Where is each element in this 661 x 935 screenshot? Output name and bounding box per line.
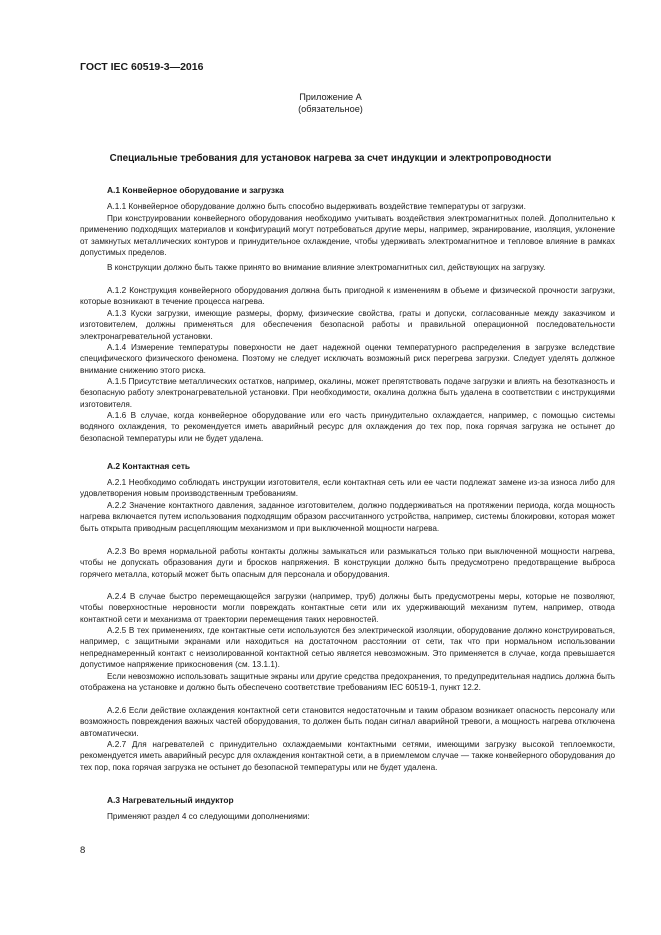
paragraph: А.2.5 В тех применениях, где контактные сети используются без электрической изоляции, оборудование должно конструироваться, например, с защитными экранами или находиться на достаточном расстоянии от сети, так что при нормальном использовании непреднамеренный контакт с неизолированной контактной сетью является невозможным. Это применяется в случае, когда превышается допустимое напряжение прикосновения (см. 13.1.1).: [80, 626, 615, 670]
section-heading-a3: А.3 Нагревательный индуктор: [107, 795, 234, 805]
annex-kind: (обязательное): [298, 104, 363, 114]
paragraph: В конструкции должно быть также принято во внимание влияние электромагнитных сил, действующих на загрузку.: [107, 263, 546, 272]
paragraph: А.1.1 Конвейерное оборудование должно быть способно выдерживать воздействие температуры от загрузки.: [107, 202, 526, 211]
paragraph: А.1.2 Конструкция конвейерного оборудования должна быть пригодной к изменениям в объеме и физической прочности загрузки, которые возникают в течение процесса нагрева.: [80, 286, 615, 307]
paragraph: А.2.7 Для нагревателей с принудительно охлаждаемыми контактными сетями, имеющими загрузку высокой теплоемкости, рекомендуется иметь аварийный ресурс для охлаждения контактной сети, а в приемлемом случае — также конвейерного оборудования до тех пор, пока горячая загрузка не остынет до безопасной температуры или не будет удалена.: [80, 740, 615, 772]
paragraph: А.1.5 Присутствие металлических остатков, например, окалины, может препятствовать подаче загрузки и влиять на безотказность и безопасную работу электронагревательной установки. При необходимости, окалина должна быть удалена в соответствии с инструкциями изготовителя.: [80, 377, 615, 409]
paragraph: Если невозможно использовать защитные экраны или другие средства предохранения, то предупредительная надпись должна быть отображена на установке и должно быть обеспечено соответствие требованиям IEC 60519-1, пункт 12.2.: [80, 672, 615, 693]
paragraph: А.1.6 В случае, когда конвейерное оборудование или его часть принудительно охлаждается, например, с помощью системы водяного охлаждения, то рекомендуется иметь аварийный ресурс для охлаждения до тех пор, пока горячая загрузка не остынет до безопасной температуры или не будет удалена.: [80, 411, 615, 443]
annex-title: Специальные требования для установок нагрева за счет индукции и электропроводности: [109, 153, 552, 164]
paragraph: А.2.1 Необходимо соблюдать инструкции изготовителя, если контактная сеть или ее части подлежат замене из-за износа либо для удовлетворения новым производственным требованиям.: [80, 478, 615, 499]
paragraph: А.2.6 Если действие охлаждения контактной сети становится недостаточным и таким образом возникает опасность персоналу или возможность повреждения важных частей оборудования, то должен быть подан сигнал аварийной тревоги, а мощность нагрева отключена автоматически.: [80, 706, 615, 738]
standard-header: ГОСТ IEC 60519-3—2016: [80, 61, 204, 73]
paragraph: А.2.3 Во время нормальной работы контакты должны замыкаться или размыкаться только при выключенной мощности нагрева, чтобы не допускать образования дуги и бросков напряжения. В конструкции должно быть предусмотрено предотвращение выброса горячего металла, который может быть опасным для персонала и оборудования.: [80, 547, 615, 579]
annex-name: Приложение А: [299, 92, 362, 102]
section-heading-a1: А.1 Конвейерное оборудование и загрузка: [107, 185, 284, 195]
paragraph: А.2.4 В случае быстро перемещающейся загрузки (например, труб) должны быть предусмотрены меры, которые не позволяют, чтобы поверхностные неровности могли повреждать контактные сети или их удерживающий механизм путем, например, отвода контактной сети и механизма от траектории перемещения таких неровностей.: [80, 592, 615, 624]
paragraph: А.1.4 Измерение температуры поверхности не дает надежной оценки температурного распределения в загрузке вследствие специфического физического феномена. Поэтому не следует исключать возможный риск перегрева загрузки. Следует уделять должное внимание снижению этого риска.: [80, 343, 615, 375]
paragraph: А.2.2 Значение контактного давления, заданное изготовителем, должно поддерживаться на протяжении периода, когда мощность нагрева включается путем использования подходящим образом рассчитанного устройства, например, системы блокировки, которая может быть открыта приводным расцепляющим механизмом и при выключенной мощности нагрева.: [80, 501, 615, 533]
paragraph: При конструировании конвейерного оборудования необходимо учитывать воздействия электромагнитных полей. Дополнительно к применению подходящих материалов и конфигураций могут потребоваться другие меры, например, экранирование, изоляция, уклонение от замкнутых металлических контуров и принудительное охлаждение, чтобы удерживать электромагнитное и тепловое влияние в рамках допустимых пределов.: [80, 214, 615, 258]
page-number: 8: [80, 845, 86, 856]
paragraph: А.1.3 Куски загрузки, имеющие размеры, форму, физические свойства, граты и допуски, согласованные между заказчиком и изготовителем, должны применяться для обеспечения безопасной работы и правильной операционной последовательности электронагревательной установки.: [80, 309, 615, 341]
section-heading-a2: А.2 Контактная сеть: [107, 461, 191, 471]
paragraph: Применяют раздел 4 со следующими дополнениями:: [107, 812, 310, 821]
